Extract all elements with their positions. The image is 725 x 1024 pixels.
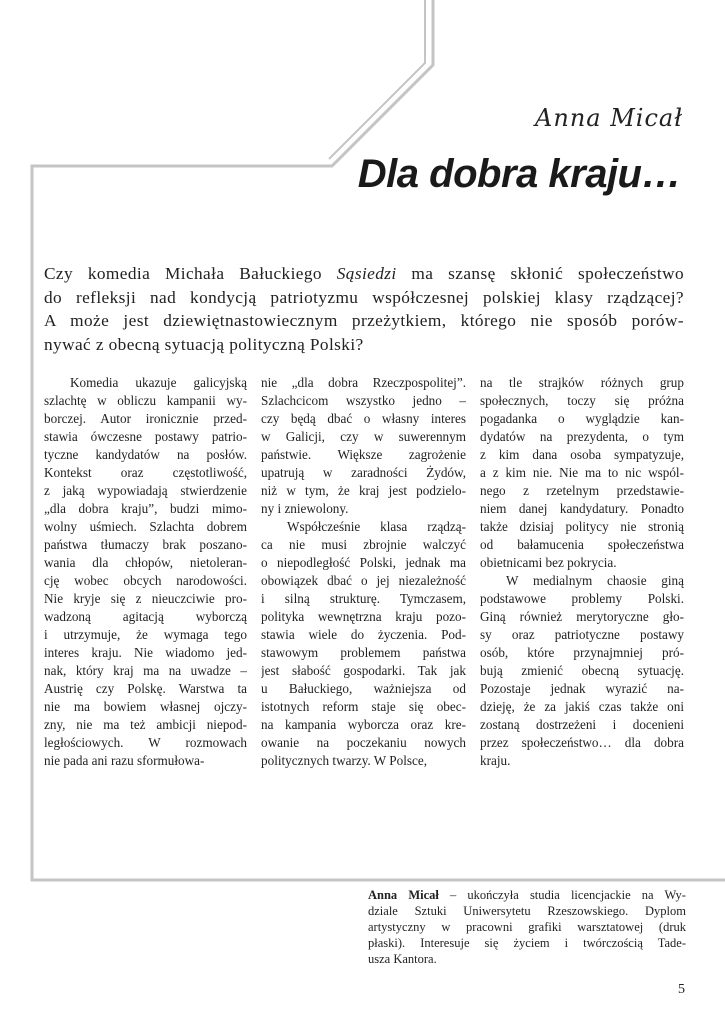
column-line: ca nie musi zbrojnie walczyć <box>261 537 466 552</box>
column-line: i silną strukturę. Tymczasem, <box>261 591 466 606</box>
column-line: i utrzymuje, że wymaga tego <box>44 627 247 642</box>
column-line: nie „dla dobra Rzeczpospolitej”. <box>261 375 466 390</box>
lead-italic-title: Sąsiedzi <box>336 264 397 283</box>
column-line: borczej. Autor ironicznie przed- <box>44 411 247 426</box>
column-line: Giną również merytoryczne gło- <box>480 609 684 624</box>
lead-line: do refleksji nad kondycją patriotyzmu współczesnej polskiej klasy rządzącej? <box>44 287 684 307</box>
article-title: Dla dobra kraju… <box>357 152 681 196</box>
column-line: z jaką wypowiadają stwierdzenie <box>44 483 247 498</box>
column-line: od bałamucenia społeczeństwa <box>480 537 684 552</box>
column-line: wolny uśmiech. Szlachta dobrem <box>44 519 247 534</box>
column-line: o niepodległość Polski, jednak ma <box>261 555 466 570</box>
column-line: stawia wiele do życzenia. Pod- <box>261 627 466 642</box>
column-line: wadzoną agitacją wyborczą <box>44 609 247 624</box>
column-line: Nie kryje się z nieuczciwie pro- <box>44 591 247 606</box>
column-line: w Galicji, czy w suwerennym <box>261 429 466 444</box>
column-line: bują zmienić obecną sytuację. <box>480 663 684 678</box>
column-line: interes kraju. Nie wiadomo jed- <box>44 645 247 660</box>
column-line: „dla dobra kraju”, budzi mimo- <box>44 501 247 516</box>
frame-inner-line <box>329 0 425 159</box>
column-line: u Bałuckiego, ważniejsza od <box>261 681 466 696</box>
column-line: cję wobec obcych narodowości. <box>44 573 247 588</box>
bio-line: dziale Sztuki Uniwersytetu Rzeszowskiego. Dyplom <box>368 904 686 918</box>
bio-line: płaski). Interesuje się życiem i twórczością Tade- <box>368 936 686 950</box>
column-line: ległościowych. W rozmowach <box>44 735 247 750</box>
column-line: dzieję, że za jakiś czas także oni <box>480 699 684 714</box>
column-line: a z kim nie. Nie ma to nic wspól- <box>480 465 684 480</box>
column-line: owanie na poczekaniu nowych <box>261 735 466 750</box>
column-line: obowiązek dbać o jej niezależność <box>261 573 466 588</box>
lead-text: Czy komedia Michała Bałuckiego <box>44 264 337 283</box>
column-line: jest słabość gospodarki. Tak jak <box>261 663 466 678</box>
bio-text: – ukończyła studia licencjackie na Wy- <box>438 888 686 902</box>
lead-line: nywać z obecną sytuacją polityczną Polski? <box>44 334 364 354</box>
column-line: Szlachcicom wszystko jedno – <box>261 393 466 408</box>
lead-line <box>44 262 684 286</box>
column-1 <box>44 374 247 770</box>
column-line: na tle strajków różnych grup <box>480 375 684 390</box>
column-2 <box>261 374 466 770</box>
column-line: Komedia ukazuje galicyjską <box>70 375 247 390</box>
column-line: wania dla chłopów, nietoleran- <box>44 555 247 570</box>
column-line: ny i zniewolony. <box>261 501 349 516</box>
column-line: dydatów na prezydenta, o tym <box>480 429 684 444</box>
column-line: zostaną dostrzeżeni i docenieni <box>480 717 684 732</box>
article-author: Anna Micał <box>535 104 683 132</box>
column-line: istotnych reform staje się obec- <box>261 699 466 714</box>
column-line: polityka wewnętrzna kraju pozo- <box>261 609 466 624</box>
author-bio <box>368 887 686 967</box>
bio-name: Anna Micał <box>368 888 439 902</box>
column-line: szlachtę w obliczu kampanii wy- <box>44 393 247 408</box>
column-line: niż w tym, że kraj jest podzielo- <box>261 483 466 498</box>
column-line: Kontekst oraz częstotliwość, <box>44 465 247 480</box>
bio-line: usza Kantora. <box>368 952 437 966</box>
column-line: politycznych twarzy. W Polsce, <box>261 753 428 768</box>
column-line: obietnicami bez pokrycia. <box>480 555 617 570</box>
column-line: upatrują w zaradności Żydów, <box>261 465 466 480</box>
lead-text: ma szansę skłonić społeczeństwo <box>396 264 684 283</box>
bio-line: artystyczny w pracowni grafiki warsztatowej (druk <box>368 920 686 934</box>
column-line: z kim dana osoba sympatyzuje, <box>480 447 684 462</box>
column-line: przez społeczeństwo… dla dobra <box>480 735 684 750</box>
column-line: nak, który kraj ma na uwadze – <box>44 663 247 678</box>
column-line: pogadanka o wyglądzie kan- <box>480 411 684 426</box>
column-line: kraju. <box>480 753 511 768</box>
column-line: sy oraz patriotyczne postawy <box>480 627 684 642</box>
column-line: osób, które przynajmniej pró- <box>480 645 684 660</box>
column-line: stawowym problemem państwa <box>261 645 466 660</box>
column-line: Współcześnie klasa rządzą- <box>287 519 466 534</box>
column-line: stawia ówczesne postawy patrio- <box>44 429 247 444</box>
column-line: społecznych, toczy się próżna <box>480 393 684 408</box>
column-line: państwa tłumaczy brak poszano- <box>44 537 247 552</box>
column-line: Austrię czy Polskę. Warstwa ta <box>44 681 247 696</box>
column-line: nie pada ani razu sformułowa- <box>44 753 205 768</box>
column-line: niem danej kandydatury. Ponadto <box>480 501 684 516</box>
column-line: zny, nie ma też ambicji niepod- <box>44 717 247 732</box>
column-line: podstawowe problemy Polski. <box>480 591 684 606</box>
column-line: Pozostaje jednak wyrazić na- <box>480 681 684 696</box>
column-line: państwie. Większe zagrożenie <box>261 447 466 462</box>
column-line: na kampania wyborcza oraz kre- <box>261 717 466 732</box>
lead-line: A może jest dziewiętnastowiecznym przeżytkiem, którego nie sposób porów- <box>44 311 684 330</box>
column-line: nego z rzetelnym przedstawie- <box>480 483 684 498</box>
column-3 <box>480 374 684 770</box>
column-line: nie ma bowiem własnej ojczy- <box>44 699 247 714</box>
bio-line <box>368 887 686 903</box>
column-line: tyczne kandydatów na posłów. <box>44 447 247 462</box>
column-line: także dzisiaj politycy nie stronią <box>480 519 684 534</box>
column-line: czy będą dbać o własny interes <box>261 411 466 426</box>
column-line: W medialnym chaosie giną <box>506 573 684 588</box>
lead-paragraph <box>44 262 684 356</box>
page-number: 5 <box>678 982 685 997</box>
